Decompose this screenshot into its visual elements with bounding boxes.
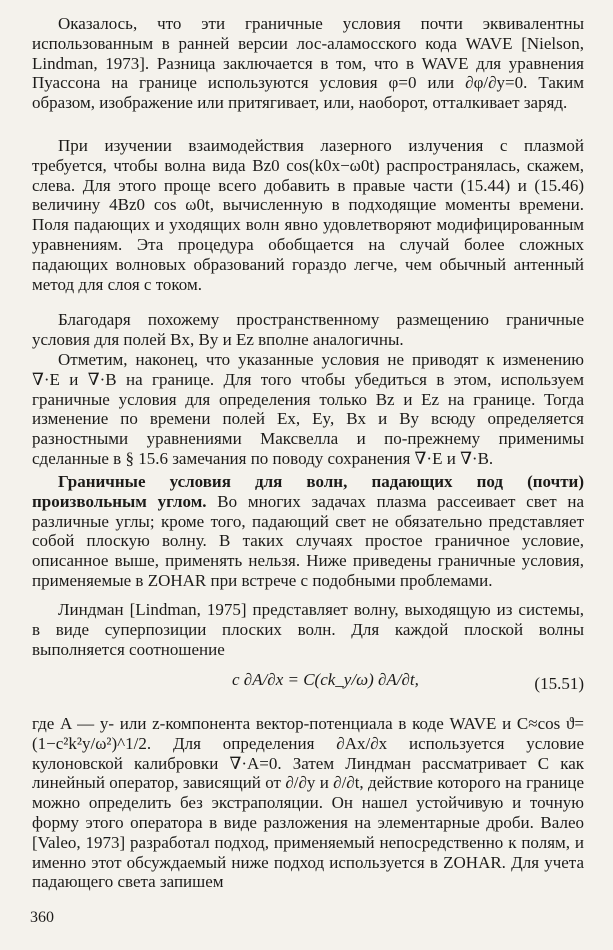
paragraph-6: Линдман [Lindman, 1975] представляет волну, выходящую из системы, в виде суперпозиции плоских волн. Для каждой плоской волны выполняется соотношение xyxy=(32,600,584,659)
equation-number: (15.51) xyxy=(534,674,584,693)
page-number: 360 xyxy=(30,909,54,926)
paragraph-5-text: Во многих задачах плазма рассеивает свет на различные углы; кроме того, падающий свет не обязательно представляет собой плоскую волну. В таких случаях простое граничное условие, описанное выше, применять нельзя. Ниже приведены граничные условия, применяемые в ZOHAR при встрече с подобными проблемами. xyxy=(32,491,584,590)
equation-formula: c ∂A/∂x = C(ck_y/ω) ∂A/∂t, xyxy=(232,670,419,689)
paragraph-2: При изучении взаимодействия лазерного излучения с плазмой требуется, чтобы волна вида Bz0 cos(k0x−ω0t) распространялась, скажем, слева. Для этого проще всего добавить в правые части (15.44) и (15.46) величину 4Bz0 cos ω0t, вычисленную в подходящие моменты времени. Поля падающих и уходящих волн явно удовлетворяют модифицированным уравнениям. Эта процедура обобщается на случай более сложных падающих волновых образований гораздо легче, чем обычный антенный метод для слоя с током. xyxy=(32,136,584,294)
paragraph-3: Благодаря похожему пространственному размещению граничные условия для полей Bx, By и Ez вполне аналогичны. xyxy=(32,310,584,349)
paragraph-1: Оказалось, что эти граничные условия почти эквивалентны использованным в ранней версии лос-аламосского кода WAVE [Nielson, Lindman, 1973]. Разница заключается в том, что в WAVE для уравнения Пуассона на границе используются условия φ=0 или ∂φ/∂y=0. Таким образом, изображение или притягивает, или, наоборот, отталкивает заряд. xyxy=(32,14,584,113)
paragraph-5 xyxy=(32,472,584,591)
paragraph-7: где A — y- или z-компонента вектор-потенциала в коде WAVE и C≈cos ϑ=(1−c²k²y/ω²)^1/2. Для определения ∂Ax/∂x используется условие кулоновской калибровки ∇·A=0. Затем Линдман рассматривает C как линейный оператор, зависящий от ∂/∂y и ∂/∂t, действие которого на границе можно определить без экстраполяции. Он нашел устойчивую и точную форму этого оператора в виде разложения на элементарные дроби. Валео [Valeo, 1973] разработал подход, применяемый непосредственно к полям, и именно этот обсуждаемый ниже подход используется в ZOHAR. Для учета падающего света запишем xyxy=(32,714,584,892)
equation-15-51 xyxy=(32,660,584,708)
section-heading: Граничные условия для волн, падающих под (почти) произвольным углом. xyxy=(32,472,584,511)
paragraph-4: Отметим, наконец, что указанные условия не приводят к изменению ∇·E и ∇·B на границе. Для того чтобы убедиться в этом, используем граничные условия для определения только Bz и Ez на границе. Тогда изменение по времени полей Ex, Ey, Bx и By всюду определяется разностными уравнениями Максвелла и по-прежнему применимы сделанные в § 15.6 замечания по поводу сохранения ∇·E и ∇·B. xyxy=(32,350,584,468)
